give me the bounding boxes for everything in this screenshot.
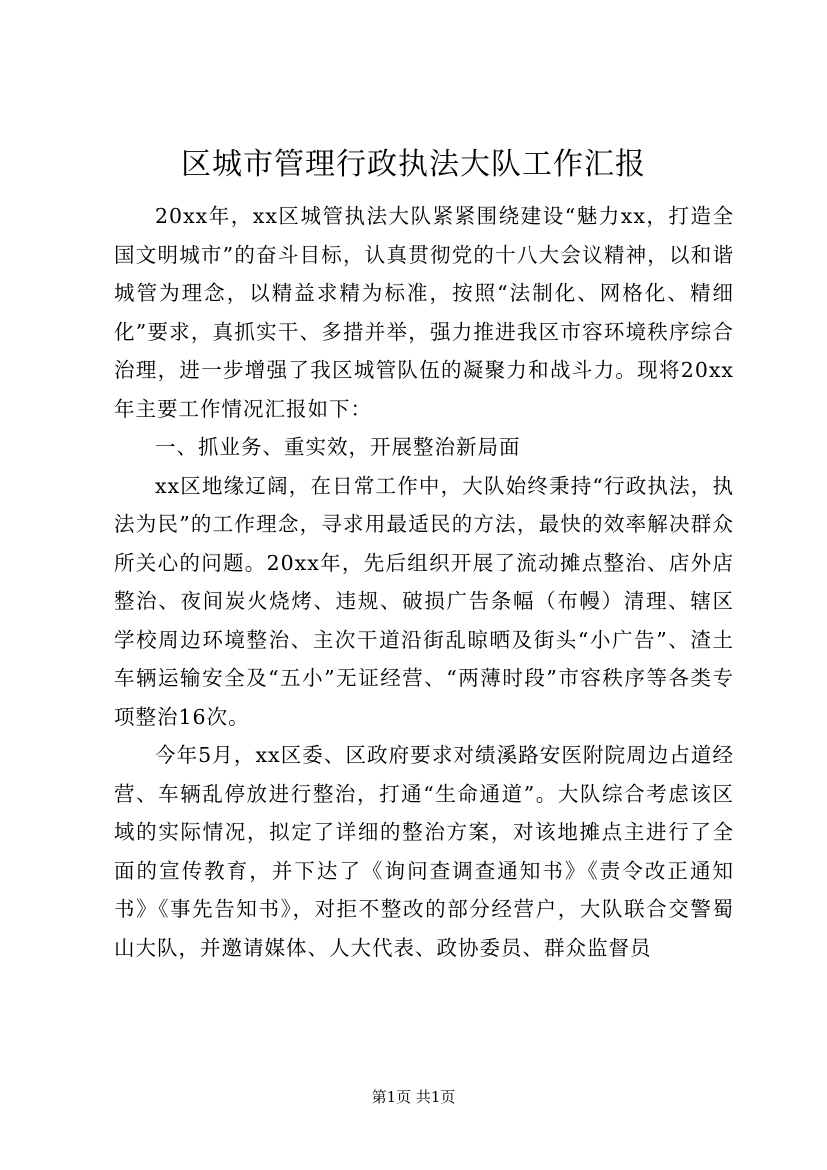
page-footer: 第1页 共1页 [371, 1088, 456, 1106]
paragraph-section-1: xx区地缘辽阔，在日常工作中，大队始终秉持“行政执法，执法为民”的工作理念，寻求用最适民的方法，最快的效率解决群众所关心的问题。20xx年，先后组织开展了流动摊点整治、店外店整治、夜间炭火烧烤、违规、破损广告条幅（布幔）清理、辖区学校周边环境整治、主次干道沿街乱晾晒及街头“小广告”、渣土车辆运输安全及“五小”无证经营、“两薄时段”市容秩序等各类专项整治16次。 [114, 473, 734, 729]
document-body [114, 197, 734, 967]
paragraph-may-rectification: 今年5月，xx区委、区政府要求对绩溪路安医附院周边占道经营、车辆乱停放进行整治，打通“生命通道”。大队综合考虑该区域的实际情况，拟定了详细的整治方案，对该地摊点主进行了全面的宣传教育，并下达了《询问查调查通知书》《责令改正通知书》《事先告知书》，对拒不整改的部分经营户，大队联合交警蜀山大队，并邀请媒体、人大代表、政协委员、群众监督员 [114, 743, 734, 960]
section-heading-1: 一、抓业务、重实效，开展整治新局面 [155, 435, 521, 459]
document-title: 区城市管理行政执法大队工作汇报 [181, 147, 646, 182]
paragraph-intro: 20xx年，xx区城管执法大队紧紧围绕建设“魅力xx，打造全国文明城市”的奋斗目标，认真贯彻党的十八大会议精神，以和谐城管为理念，以精益求精为标准，按照“法制化、网格化、精细化”要求，真抓实干、多措并举，强力推进我区市容环境秩序综合治理，进一步增强了我区城管队伍的凝聚力和战斗力。现将20xx年主要工作情况汇报如下： [114, 204, 734, 421]
